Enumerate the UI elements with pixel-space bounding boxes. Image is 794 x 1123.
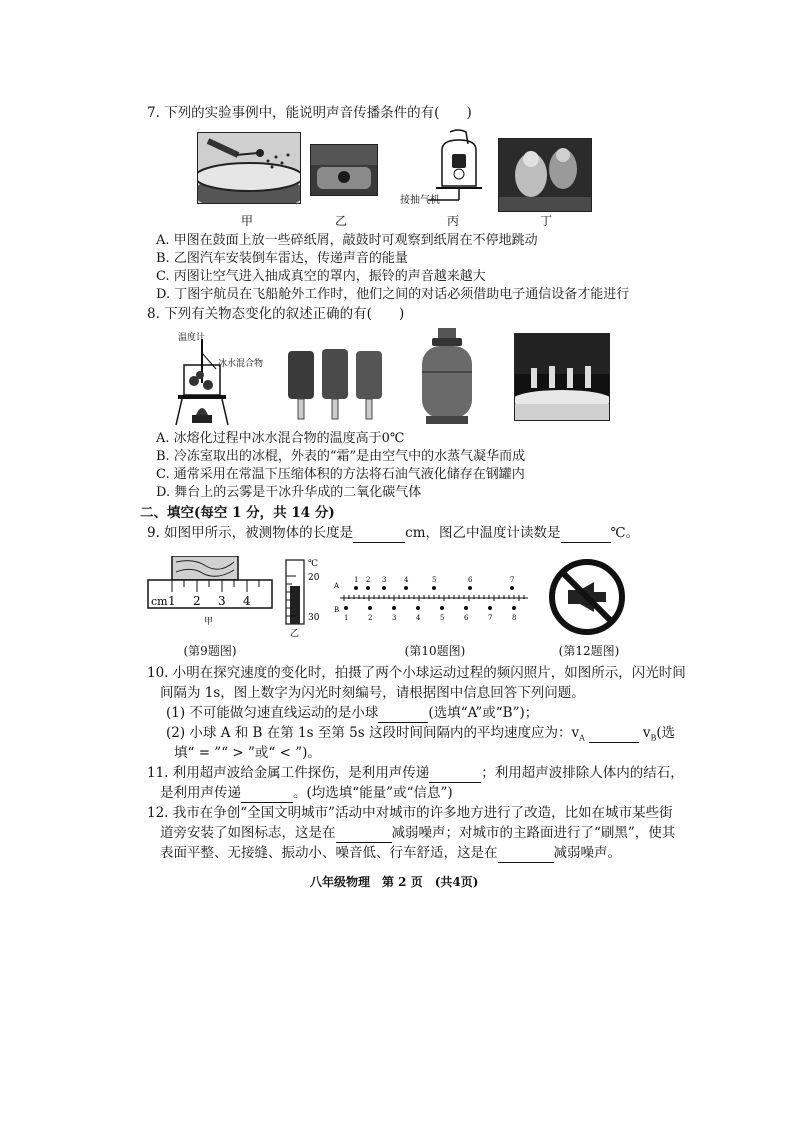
q10-sub2-mid: v — [642, 725, 651, 741]
q10-row-b-dot-6 — [464, 606, 468, 610]
q10-row-a-dot-7 — [510, 586, 514, 590]
q10-row-b-num-2: 2 — [368, 614, 373, 622]
q12-line2 — [160, 824, 675, 843]
q12-line3-b: 减弱噪声。 — [553, 845, 621, 861]
q9-caption: (第9题图) — [183, 644, 237, 658]
q10-row-b-num-3: 3 — [392, 614, 397, 622]
q10-sub2-b: (选 — [656, 725, 676, 741]
q10-sub1-a: (1) 不可能做匀速直线运动的是小球 — [166, 705, 379, 721]
q7-photo-astronauts — [498, 138, 592, 212]
q10-sub2-sub-a: A — [579, 733, 585, 743]
q10-row-b-num-5: 5 — [440, 614, 445, 622]
q8-option-c: C. 通常采用在常温下压缩体积的方法将石油气液化储存在钢罐内 — [156, 467, 525, 482]
q10-row-b-dot-3 — [392, 606, 396, 610]
q10-sub1-b: (选填“A”或“B”)； — [428, 705, 539, 721]
section2-title: 二、填空(每空 1 分，共 14 分) — [140, 505, 335, 521]
q10-row-a-num-4: 4 — [404, 576, 409, 584]
q11-line1-a: 11. 利用超声波给金属工件探伤，是利用声传递 — [147, 765, 430, 781]
page-footer: 八年级物理 第 2 页 (共4页) — [310, 875, 479, 889]
q12-line3-a: 表面平整、无接缝、振动小、噪音低、行车舒适，这是在 — [160, 845, 498, 861]
q8-option-a: A. 冰熔化过程中冰水混合物的温度高于0℃ — [156, 431, 405, 446]
q10-row-a-dot-1 — [354, 586, 358, 590]
q7-pump-label: 接抽气机 — [400, 195, 440, 206]
q10-row-b-num-1: 1 — [344, 614, 349, 622]
q7-label-jia: 甲 — [240, 214, 253, 228]
q8-option-d: D. 舞台上的云雾是干冰升华成的二氧化碳气体 — [156, 485, 422, 500]
q10-row-b-num-8: 8 — [512, 614, 517, 622]
q10-row-a-label: A — [334, 582, 340, 590]
q8-stem: 8. 下列有关物态变化的叙述正确的有( ) — [147, 306, 405, 322]
q10-row-a-dot-2 — [366, 586, 370, 590]
q10-sub2-c: 填“ = ”“ > ”或“ < ”)。 — [174, 745, 321, 761]
q9-ruler-tick-4: 4 — [243, 594, 251, 608]
q12-blank-2[interactable] — [498, 844, 554, 863]
q10-row-a-num-1: 1 — [354, 576, 359, 584]
q12-line1: 12. 我市在争创“全国文明城市”活动中对城市的许多地方进行了改造，比如在城市某些街 — [147, 805, 673, 821]
q8-option-b: B. 冷冻室取出的冰棍，外表的“霜”是由空气中的水蒸气凝华而成 — [156, 449, 526, 464]
q7-photo-drum — [197, 132, 301, 204]
q9-ruler-tick-3: 3 — [218, 594, 226, 608]
q9-thermo-mark-30: 30 — [308, 613, 320, 623]
q10-sub2-a: (2) 小球 A 和 B 在第 1s 至第 5s 这段时间间隔内的平均速度应为：v — [166, 725, 580, 741]
q10-row-a-num-6: 6 — [468, 576, 473, 584]
q10-row-b-num-4: 4 — [416, 614, 421, 622]
q10-row-b-dot-5 — [440, 606, 444, 610]
q11-line2 — [160, 784, 453, 803]
q10-stem-2: 间隔为 1s，图上数字为闪光时刻编号，请根据图中信息回答下列问题。 — [160, 685, 585, 701]
q10-row-b-num-7: 7 — [488, 614, 493, 622]
q7-photo-radar — [310, 144, 378, 196]
q7-option-a: A. 甲图在鼓面上放一些碎纸屑，敲鼓时可观察到纸屑在不停地跳动 — [156, 233, 538, 248]
q11-line1-b: ；利用超声波排除人体内的结石， — [481, 765, 684, 781]
q10-row-a-num-7: 7 — [510, 576, 515, 584]
q9-thermo-mark-20: 20 — [308, 573, 320, 583]
q9-blank-length[interactable] — [353, 524, 405, 543]
q8-photo-stage-fog — [514, 333, 610, 421]
q10-blank-compare[interactable] — [589, 724, 639, 743]
q9-ruler-figure — [146, 556, 276, 628]
q10-sub1 — [166, 704, 538, 723]
q10-row-b-dot-2 — [368, 606, 372, 610]
q9-stem — [147, 524, 639, 543]
q12-line2-a: 道旁安装了如图标志，这是在 — [160, 825, 336, 841]
q9-thermo-label: 乙 — [290, 629, 300, 638]
q10-strobe-figure — [334, 572, 530, 624]
q10-caption: (第10题图) — [404, 644, 466, 658]
q11-line2-b: 。(均选填“能量”或“信息”) — [293, 785, 453, 801]
q8-thermometer-label: 温度计 — [178, 333, 206, 343]
q9-stem-c: ℃。 — [610, 525, 640, 541]
q9-thermometer-figure — [280, 556, 324, 638]
q9-ruler-tick-1: 1 — [168, 594, 176, 608]
q10-row-b-dot-8 — [512, 606, 516, 610]
q10-row-a-num-3: 3 — [382, 576, 387, 584]
q9-ruler-unit: cm — [151, 595, 168, 608]
q12-caption: (第12题图) — [558, 644, 620, 658]
q11-blank-1[interactable] — [429, 764, 481, 783]
q12-line3 — [160, 844, 621, 863]
q10-row-a-num-5: 5 — [432, 576, 437, 584]
q10-row-b-num-6: 6 — [464, 614, 469, 622]
q10-sub2-sub-b: B — [650, 733, 657, 743]
q8-mixture-label: 冰水混合物 — [218, 359, 264, 369]
q10-row-b-dot-1 — [344, 606, 348, 610]
q10-row-a-dot-6 — [468, 586, 472, 590]
q10-row-a-dot-4 — [404, 586, 408, 590]
q9-ruler-label: 甲 — [204, 617, 214, 627]
q8-photo-gas-tank — [418, 326, 476, 426]
q10-row-b-label: B — [334, 606, 340, 614]
q7-label-yi: 乙 — [334, 214, 347, 228]
q7-label-bing: 丙 — [446, 214, 459, 228]
q7-option-b: B. 乙图汽车安装倒车雷达，传递声音的能量 — [156, 251, 408, 266]
q9-ruler-tick-2: 2 — [193, 594, 201, 608]
q9-blank-temperature[interactable] — [561, 524, 611, 543]
q12-blank-1[interactable] — [336, 824, 392, 843]
q10-blank-ball[interactable] — [378, 704, 428, 723]
q10-stem-1: 10. 小明在探究速度的变化时，拍摄了两个小球运动过程的频闪照片，如图所示，闪光时间 — [147, 665, 686, 681]
q11-blank-2[interactable] — [241, 784, 293, 803]
q7-option-c: C. 丙图让空气进入抽成真空的罩内，振铃的声音越来越大 — [156, 269, 486, 284]
q8-diagram-ice-water — [170, 335, 270, 430]
q9-stem-a: 9. 如图甲所示，被测物体的长度是 — [147, 525, 354, 541]
q7-label-ding: 丁 — [539, 214, 552, 228]
q12-no-horn-sign — [548, 558, 626, 636]
q11-line1 — [147, 764, 684, 783]
q10-row-b-dot-4 — [416, 606, 420, 610]
q7-option-d: D. 丁图宇航员在飞船舱外工作时，他们之间的对话必须借助电子通信设备才能进行 — [156, 287, 630, 302]
q10-row-a-num-2: 2 — [366, 576, 371, 584]
q10-row-b-dot-7 — [488, 606, 492, 610]
q9-stem-b: cm，图乙中温度计读数是 — [405, 525, 561, 541]
q10-row-a-dot-5 — [432, 586, 436, 590]
q10-row-a-dot-3 — [382, 586, 386, 590]
q12-line2-b: 减弱噪声；对城市的主路面进行了“刷黑”，使其 — [391, 825, 676, 841]
q11-line2-a: 是利用声传递 — [160, 785, 241, 801]
q8-photo-ice-pops — [286, 343, 386, 423]
q9-thermo-unit: ℃ — [308, 559, 319, 569]
q7-stem: 7. 下列的实验事例中，能说明声音传播条件的有( ) — [147, 105, 472, 121]
